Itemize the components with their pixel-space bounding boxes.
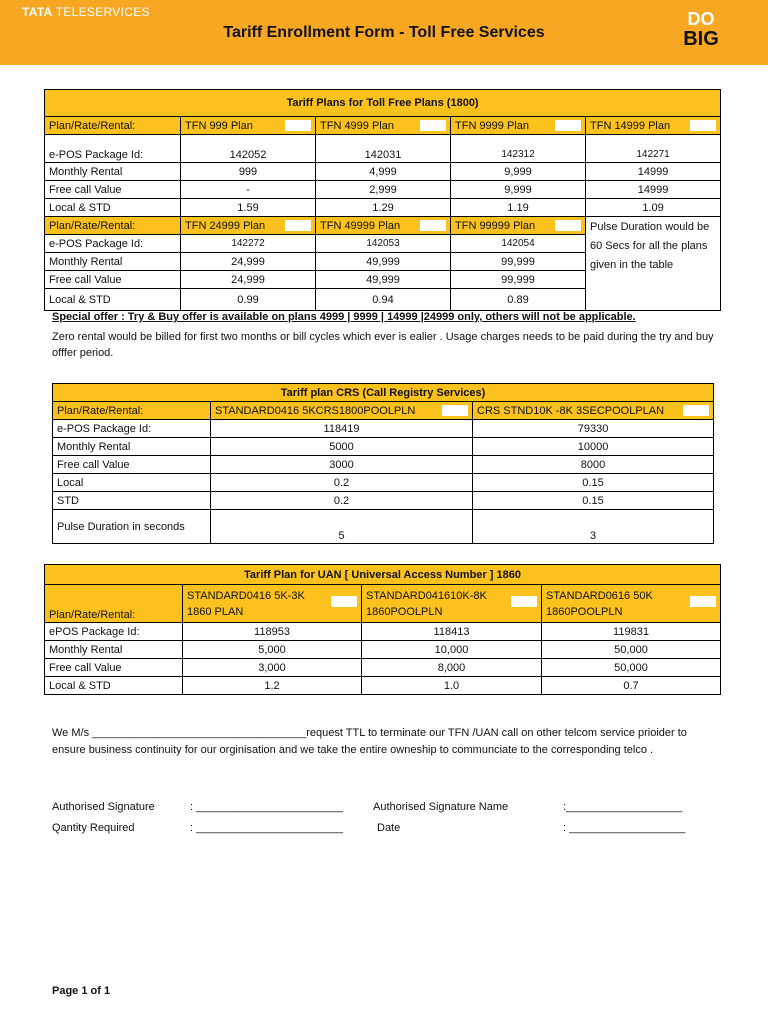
declaration-text: We M/s ___________________________________request TTL to terminate our TFN /UAN call on other telcom service prioider to ensure business continuity for our orginisation and we take the entire owneship to communciate to the corresponding telco . xyxy=(52,727,687,756)
cell: 79330 xyxy=(473,420,714,438)
cell: 142053 xyxy=(316,235,451,253)
cell: 142054 xyxy=(451,235,586,253)
cell: 118953 xyxy=(183,623,362,641)
page-number: Page 1 of 1 xyxy=(52,985,111,997)
tfn-tariff-table xyxy=(44,89,721,311)
plan-header: TFN 49999 Plan xyxy=(316,217,451,235)
cell: 24,999 xyxy=(181,271,316,289)
row-label: e-POS Package Id: xyxy=(45,235,181,253)
tata-logo: TATA TELESERVICES xyxy=(22,5,150,19)
plan-header: STANDARD0616 50K 1860POOLPLN xyxy=(542,585,721,623)
plan-header: CRS STND10K -8K 3SECPOOLPLAN xyxy=(473,402,714,420)
plan-header: STANDARD041610K-8K 1860POOLPLN xyxy=(362,585,542,623)
plan-header: TFN 999 Plan xyxy=(181,117,316,135)
special-offer: Special offer : Try & Buy offer is available on plans 4999 | 9999 | 14999 |24999 only, others will not be applicable. xyxy=(52,311,636,323)
row-label: Local xyxy=(53,474,211,492)
row-label: Pulse Duration in seconds xyxy=(53,510,211,544)
cell: 0.2 xyxy=(211,492,473,510)
cell: 14999 xyxy=(586,163,721,181)
auth-signature-label: Authorised Signature xyxy=(52,801,155,813)
row-label: e-POS Package Id: xyxy=(53,420,211,438)
cell: 99,999 xyxy=(451,271,586,289)
cell: 0.15 xyxy=(473,474,714,492)
cell: 142052 xyxy=(181,135,316,163)
cell: 24,999 xyxy=(181,253,316,271)
cell: 0.89 xyxy=(451,289,586,311)
row-label: Plan/Rate/Rental: xyxy=(45,217,181,235)
cell: 5 xyxy=(211,510,473,544)
date-label: Date xyxy=(377,822,401,834)
cell: 8,000 xyxy=(362,659,542,677)
row-label: Plan/Rate/Rental: xyxy=(45,117,181,135)
row-label: Plan/Rate/Rental: xyxy=(53,402,211,420)
row-label: Monthly Rental xyxy=(45,641,183,659)
cell: 0.15 xyxy=(473,492,714,510)
cell: 49,999 xyxy=(316,271,451,289)
cell: 3,000 xyxy=(183,659,362,677)
cell: 5000 xyxy=(211,438,473,456)
cell: 2,999 xyxy=(316,181,451,199)
pulse-duration-note: Pulse Duration would be 60 Secs for all the plans given in the table xyxy=(586,217,721,311)
date-field[interactable]: : ___________________ xyxy=(563,822,686,834)
cell: 14999 xyxy=(586,181,721,199)
cell: 118413 xyxy=(362,623,542,641)
row-label: Monthly Rental xyxy=(45,253,181,271)
auth-name-label: Authorised Signature Name xyxy=(373,801,509,813)
tfn-caption: Tariff Plans for Toll Free Plans (1800) xyxy=(45,90,721,117)
cell: 1.09 xyxy=(586,199,721,217)
page-title: Tariff Enrollment Form - Toll Free Services xyxy=(223,24,545,41)
quantity-label: Qantity Required xyxy=(52,822,135,834)
row-label: Local & STD xyxy=(45,677,183,695)
cell: 3 xyxy=(473,510,714,544)
do-big-badge: DO BIG xyxy=(672,9,730,59)
cell: 49,999 xyxy=(316,253,451,271)
cell: 9,999 xyxy=(451,163,586,181)
row-label: ePOS Package Id: xyxy=(45,623,183,641)
cell: 99,999 xyxy=(451,253,586,271)
plan-header: TFN 99999 Plan xyxy=(451,217,586,235)
page-header xyxy=(0,0,768,65)
row-label: Local & STD xyxy=(45,199,181,217)
cell: 50,000 xyxy=(542,659,721,677)
cell: 142312 xyxy=(451,135,586,163)
cell: 10,000 xyxy=(362,641,542,659)
cell: 9,999 xyxy=(451,181,586,199)
row-label: Free call Value xyxy=(45,659,183,677)
cell: 142271 xyxy=(586,135,721,163)
zero-rental-note: Zero rental would be billed for first two months or bill cycles which ever is ealier . Usage charges needs to be paid during the try and buy offfer period. xyxy=(52,331,714,359)
cell: 0.99 xyxy=(181,289,316,311)
cell: 1.0 xyxy=(362,677,542,695)
cell: 142272 xyxy=(181,235,316,253)
cell: 142031 xyxy=(316,135,451,163)
plan-header: STANDARD0416 5KCRS1800POOLPLN xyxy=(211,402,473,420)
cell: 5,000 xyxy=(183,641,362,659)
cell: 1.19 xyxy=(451,199,586,217)
crs-caption: Tariff plan CRS (Call Registry Services) xyxy=(53,384,714,402)
cell: 8000 xyxy=(473,456,714,474)
plan-header: TFN 4999 Plan xyxy=(316,117,451,135)
uan-caption: Tariff Plan for UAN [ Universal Access Number ] 1860 xyxy=(45,565,721,585)
cell: 10000 xyxy=(473,438,714,456)
row-label: Plan/Rate/Rental: xyxy=(45,585,183,623)
cell: 999 xyxy=(181,163,316,181)
cell: - xyxy=(181,181,316,199)
plan-header: TFN 9999 Plan xyxy=(451,117,586,135)
cell: 0.94 xyxy=(316,289,451,311)
cell: 50,000 xyxy=(542,641,721,659)
row-label: Monthly Rental xyxy=(53,438,211,456)
quantity-field[interactable]: : ________________________ xyxy=(190,822,343,834)
cell: 118419 xyxy=(211,420,473,438)
auth-signature-field[interactable]: : ________________________ xyxy=(190,801,343,813)
cell: 0.2 xyxy=(211,474,473,492)
cell: 0.7 xyxy=(542,677,721,695)
auth-name-field[interactable]: :___________________ xyxy=(563,801,683,813)
uan-tariff-table xyxy=(44,564,721,695)
cell: 1.59 xyxy=(181,199,316,217)
cell: 1.29 xyxy=(316,199,451,217)
plan-header: TFN 24999 Plan xyxy=(181,217,316,235)
cell: 4,999 xyxy=(316,163,451,181)
row-label: e-POS Package Id: xyxy=(45,135,181,163)
cell: 119831 xyxy=(542,623,721,641)
cell: 3000 xyxy=(211,456,473,474)
row-label: Free call Value xyxy=(53,456,211,474)
row-label: Free call Value xyxy=(45,271,181,289)
row-label: Monthly Rental xyxy=(45,163,181,181)
row-label: STD xyxy=(53,492,211,510)
row-label: Free call Value xyxy=(45,181,181,199)
row-label: Local & STD xyxy=(45,289,181,311)
plan-header: TFN 14999 Plan xyxy=(586,117,721,135)
plan-header: STANDARD0416 5K-3K 1860 PLAN xyxy=(183,585,362,623)
crs-tariff-table xyxy=(52,383,714,544)
cell: 1.2 xyxy=(183,677,362,695)
